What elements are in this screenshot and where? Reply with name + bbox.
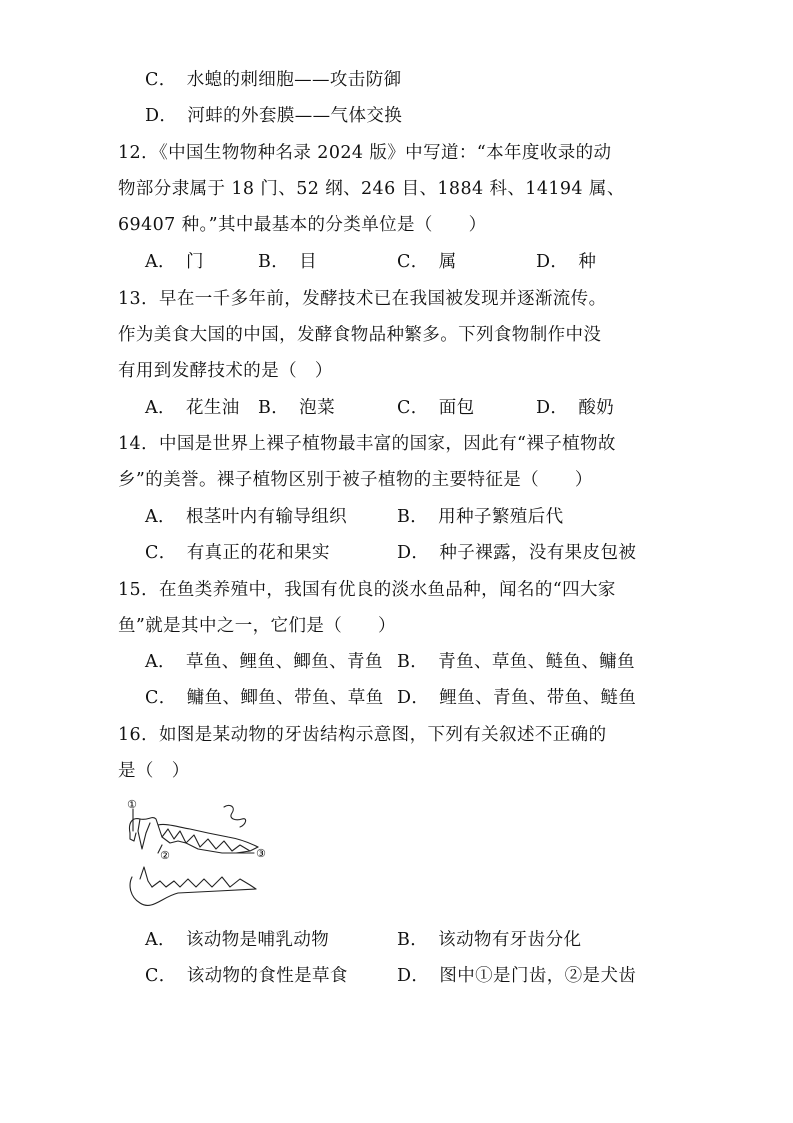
q14-option-b: B． 用种子繁殖后代: [397, 507, 564, 527]
q16-options-row-2: [0, 964, 793, 988]
q11-option-row-c: [0, 68, 793, 92]
q13-option-c: C． 面包: [397, 398, 475, 418]
root-squiggle: [224, 805, 246, 827]
q12-stem-line-1: 12．《中国生物物种名录 2024 版》中写道：“本年度收录的动: [118, 143, 612, 163]
q11-option-d: D． 河蚌的外套膜——气体交换: [145, 106, 403, 126]
label-2: ②: [160, 849, 170, 862]
upper-canine: [138, 819, 150, 849]
upper-jaw: [129, 818, 258, 847]
q15-option-a: A． 草鱼、鲤鱼、鲫鱼、青鱼: [145, 652, 383, 672]
q12-option-c: C． 属: [397, 252, 457, 272]
q16-option-b: B． 该动物有牙齿分化: [397, 930, 582, 950]
q15-stem-line-2: 鱼”就是其中之一，它们是（ ）: [118, 616, 396, 636]
q15-options-row-1: [0, 650, 793, 674]
q16-option-c: C． 该动物的食性是草食: [145, 966, 348, 986]
q13-option-b: B． 泡菜: [258, 398, 335, 418]
upper-molars: [158, 825, 258, 851]
q15-options-row-2: [0, 686, 793, 710]
teeth-diagram-svg: [118, 793, 288, 919]
q14-stem-line-2: 乡”的美誉。裸子植物区别于被子植物的主要特征是（ ）: [118, 470, 593, 490]
q15-option-b: B． 青鱼、草鱼、鲢鱼、鳙鱼: [397, 652, 636, 672]
q16-option-a: A． 该动物是哺乳动物: [145, 930, 330, 950]
q14-options-row-1: [0, 505, 793, 529]
label-1: ①: [127, 798, 137, 811]
q12-stem-line-3: 69407 种。”其中最基本的分类单位是（ ）: [118, 215, 487, 235]
q15-option-d: D． 鲤鱼、青鱼、带鱼、鲢鱼: [397, 688, 637, 708]
q12-stem-line-2: 物部分隶属于 18 门、52 纲、246 目、1884 科、14194 属、: [118, 179, 625, 199]
q13-stem-line-1: 13．早在一千多年前，发酵技术已在我国被发现并逐渐流传。: [118, 289, 607, 309]
q13-options: [0, 396, 793, 420]
lower-molars: [152, 877, 256, 889]
q11-option-row-d: [0, 104, 793, 128]
q16-option-d: D． 图中①是门齿，②是犬齿: [397, 966, 637, 986]
q16-stem-line-2: 是（ ）: [118, 761, 190, 781]
q13-option-d: D． 酸奶: [536, 398, 615, 418]
q16-options-row-1: [0, 928, 793, 952]
q15-option-c: C． 鳙鱼、鲫鱼、带鱼、草鱼: [145, 688, 384, 708]
q13-option-a: A． 花生油: [145, 398, 240, 418]
q14-option-c: C． 有真正的花和果实: [145, 543, 330, 563]
q12-option-a: A． 门: [145, 252, 204, 272]
q13-stem-line-3: 有用到发酵技术的是（ ）: [118, 361, 333, 381]
q12-option-d: D． 种: [536, 252, 597, 272]
label-3: ③: [256, 847, 266, 860]
q14-option-d: D． 种子裸露，没有果皮包被: [397, 543, 637, 563]
q16-stem-line-1: 16．如图是某动物的牙齿结构示意图，下列有关叙述不正确的: [118, 725, 607, 745]
q14-option-a: A． 根茎叶内有输导组织: [145, 507, 348, 527]
q15-stem-line-1: 15．在鱼类养殖中，我国有优良的淡水鱼品种，闻名的“四大家: [118, 580, 616, 600]
upper-incisor: [130, 833, 136, 841]
q12-option-b: B． 目: [258, 252, 318, 272]
q14-options-row-2: [0, 541, 793, 565]
lower-canine: [140, 867, 152, 887]
teeth-structure-diagram: [118, 793, 288, 919]
q12-options: [0, 250, 793, 274]
q14-stem-line-1: 14．中国是世界上裸子植物最丰富的国家，因此有“裸子植物故: [118, 434, 616, 454]
q13-stem-line-2: 作为美食大国的中国，发酵食物品种繁多。下列食物制作中没: [118, 325, 602, 345]
q11-option-c: C． 水螅的刺细胞——攻击防御: [145, 70, 402, 90]
